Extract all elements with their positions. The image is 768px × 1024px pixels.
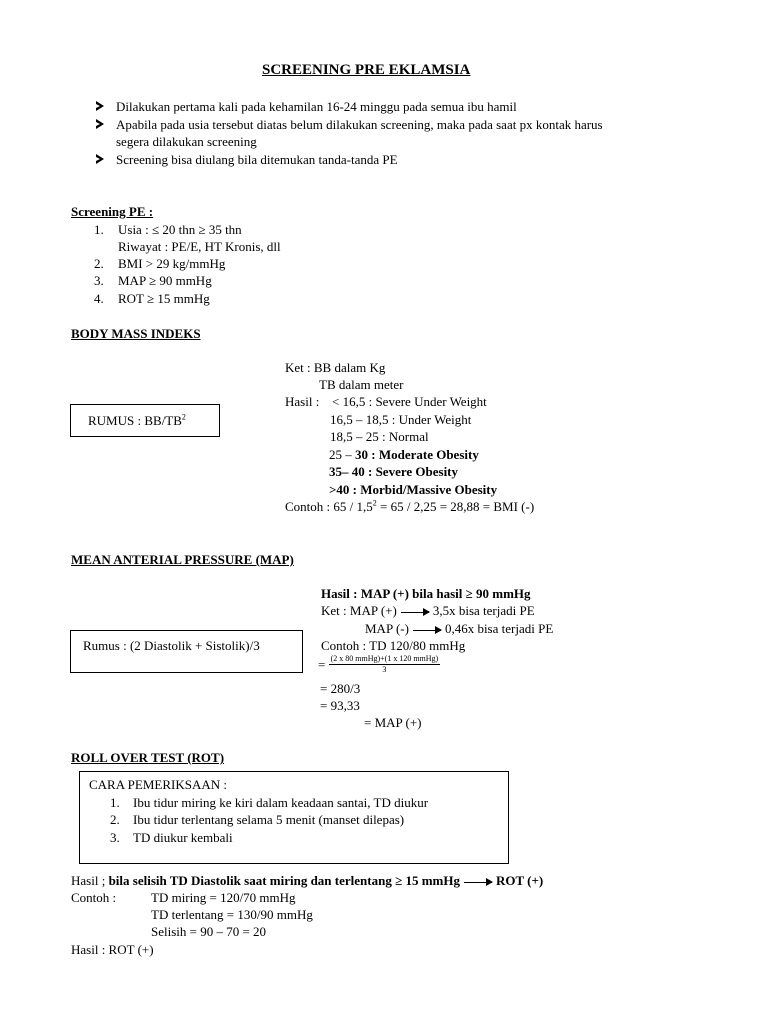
bmi-heading: BODY MASS INDEKS xyxy=(71,326,201,341)
rot-contoh-label: Contoh : xyxy=(71,890,117,905)
bmi-formula-text: RUMUS : BB/TB xyxy=(88,413,182,428)
list-number: 1. xyxy=(110,795,120,810)
screening-heading: Screening PE : xyxy=(71,204,154,219)
intro-bullet-3 xyxy=(96,151,398,168)
rot-contoh-1: TD miring = 120/70 mmHg xyxy=(151,890,296,905)
map-equals: = xyxy=(318,657,326,672)
list-item xyxy=(110,794,429,811)
arrow-right-icon xyxy=(401,612,429,613)
map-step-1: = 280/3 xyxy=(320,681,361,696)
list-number: 3. xyxy=(110,830,120,845)
bmi-range-2: 16,5 – 18,5 : Under Weight xyxy=(330,412,472,427)
bmi-example-text: Contoh : 65 / 1,5 xyxy=(285,499,373,514)
list-item xyxy=(94,290,210,307)
map-ket-minus xyxy=(365,620,553,637)
bmi-ket-1: Ket : BB dalam Kg xyxy=(285,360,386,375)
list-item xyxy=(110,829,233,846)
bmi-range-3: 18,5 – 25 : Normal xyxy=(330,429,429,444)
list-text: BMI > 29 kg/mmHg xyxy=(118,256,226,271)
bmi-range-4-prefix: 25 – xyxy=(329,447,352,462)
list-number: 4. xyxy=(94,291,104,306)
arrow-right-icon xyxy=(464,882,492,883)
rot-hasil-result: ROT (+) xyxy=(495,873,544,888)
intro-text-cont: segera dilakukan screening xyxy=(116,134,257,149)
bmi-range-6: >40 : Morbid/Massive Obesity xyxy=(329,482,498,497)
map-step-2: = 93,33 xyxy=(320,698,360,713)
bmi-formula-box xyxy=(70,404,220,437)
bmi-example-result: = 65 / 2,25 = 28,88 = BMI (-) xyxy=(376,499,535,514)
map-fraction xyxy=(329,654,441,675)
bmi-range-5: 35– 40 : Severe Obesity xyxy=(329,464,459,479)
arrow-bullet-icon xyxy=(96,119,104,129)
arrow-right-icon xyxy=(413,630,441,631)
rot-contoh-3: Selisih = 90 – 70 = 20 xyxy=(151,924,267,939)
list-item xyxy=(94,272,212,289)
list-text: Ibu tidur miring ke kiri dalam keadaan santai, TD diukur xyxy=(133,795,429,810)
list-item xyxy=(94,255,226,272)
map-hasil: Hasil : MAP (+) bila hasil ≥ 90 mmHg xyxy=(321,586,531,601)
map-ket-plus-text: 3,5x bisa terjadi PE xyxy=(432,603,535,618)
list-number: 2. xyxy=(94,256,104,271)
rot-contoh-2: TD terlentang = 130/90 mmHg xyxy=(151,907,313,922)
bmi-example xyxy=(285,498,534,515)
list-text: Ibu tidur terlentang selama 5 menit (manset dilepas) xyxy=(133,812,405,827)
list-item xyxy=(94,221,242,238)
intro-text: Apabila pada usia tersebut diatas belum dilakukan screening, maka pada saat px kontak harus xyxy=(116,117,603,132)
list-number: 2. xyxy=(110,812,120,827)
list-number: 3. xyxy=(94,273,104,288)
list-item: Riwayat : PE/E, HT Kronis, dll xyxy=(118,239,281,254)
intro-text: Screening bisa diulang bila ditemukan tanda-tanda PE xyxy=(116,152,398,167)
rot-hasil-criteria: bila selisih TD Diastolik saat miring dan terlentang ≥ 15 mmHg xyxy=(108,873,460,888)
map-fraction-denominator: 3 xyxy=(382,665,387,674)
bmi-formula xyxy=(88,412,186,429)
rot-hasil xyxy=(71,872,543,889)
map-ket-minus-label: MAP (-) xyxy=(365,621,409,636)
list-number: 1. xyxy=(94,222,104,237)
map-ket-plus xyxy=(321,602,535,619)
rot-final: Hasil : ROT (+) xyxy=(71,942,154,957)
bmi-example-exponent: 2 xyxy=(372,498,377,508)
bmi-range-4-label: 30 : Moderate Obesity xyxy=(355,447,479,462)
bmi-ket-2: TB dalam meter xyxy=(319,377,404,392)
rot-cara-label: CARA PEMERIKSAAN : xyxy=(89,777,227,792)
bmi-range-4 xyxy=(329,446,479,463)
rot-hasil-label: Hasil ; xyxy=(71,873,106,888)
map-fraction-row xyxy=(318,654,440,675)
page-title: SCREENING PRE EKLAMSIA xyxy=(262,62,471,78)
list-text: TD diukur kembali xyxy=(133,830,233,845)
intro-bullet-2 xyxy=(96,116,603,133)
rot-heading: ROLL OVER TEST (ROT) xyxy=(71,750,225,765)
map-formula-box xyxy=(70,630,303,673)
arrow-bullet-icon xyxy=(96,154,104,164)
list-text: Usia : ≤ 20 thn ≥ 35 thn xyxy=(118,222,242,237)
intro-text: Dilakukan pertama kali pada kehamilan 16-24 minggu pada semua ibu hamil xyxy=(116,99,517,114)
map-heading: MEAN ANTERIAL PRESSURE (MAP) xyxy=(71,552,294,567)
intro-bullet-1 xyxy=(96,98,517,115)
map-ket-minus-text: 0,46x bisa terjadi PE xyxy=(444,621,554,636)
map-ket-label: Ket : MAP (+) xyxy=(321,603,397,618)
map-example: Contoh : TD 120/80 mmHg xyxy=(321,638,466,653)
rot-procedure-box xyxy=(79,771,509,864)
bmi-hasil-label: Hasil : xyxy=(285,394,320,409)
map-fraction-numerator: (2 x 80 mmHg)+(1 x 120 mmHg) xyxy=(330,654,439,663)
list-item xyxy=(110,811,405,828)
map-step-3: = MAP (+) xyxy=(364,715,422,730)
list-text: ROT ≥ 15 mmHg xyxy=(118,291,210,306)
list-text: MAP ≥ 90 mmHg xyxy=(118,273,212,288)
bmi-range-1: < 16,5 : Severe Under Weight xyxy=(332,394,487,409)
arrow-bullet-icon xyxy=(96,101,104,111)
bmi-formula-exponent: 2 xyxy=(181,412,186,422)
map-formula: Rumus : (2 Diastolik + Sistolik)/3 xyxy=(83,638,260,653)
